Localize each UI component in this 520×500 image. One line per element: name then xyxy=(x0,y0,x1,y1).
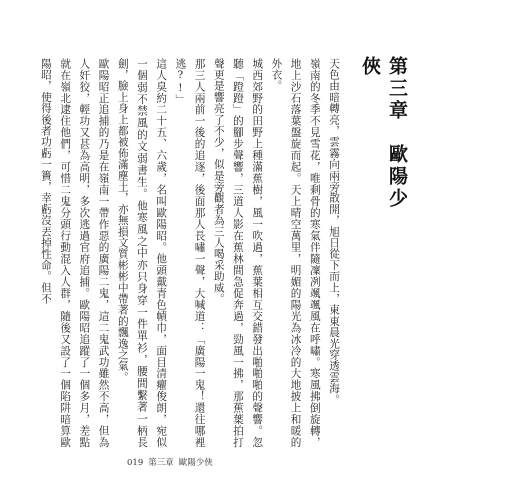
body-text: 天色由暗轉亮，雲霧向兩旁散開，旭日從下而上，東東晨光穿透雲海。 嶺南的冬季不見雪花，唯剩骨的寒氣伴隨凜冽颯颯風在呼嘯。寒風拂倒旋轉，地上沙石落葉盤旋而起。天上晴空萬里，明媚的陽光為冰冷的大地披上和暖的外衣。 城西郊野的田野上種滿蕉樹，風一吹過，蕉葉相互交錯發出啪啪啪的聲響。忽聽「蹬蹬」的腳步聲響，三道人影在蕉林間急促奔過，勁風一拂，那蕉葉拍打聲更是響亮了不少，似是旁觀者為三人喝采助威。 那三人兩前一後的追逐，後面那人長嘯一聲，大喊道：「廣陽一鬼！還往哪裡逃?!」 這人臭約二十五、六歲，名叫歐陽昭。他頭戴青色幘巾，面目清癯俊朗，宛似一個弱不禁風的文弱書生。他寒風之中亦只身穿一件單衫，腰間繫著一柄長劍，臉上身上都被佈滿塵土，亦無損文質彬彬中帶著的飄逸之氣。 歐陽昭正追捕的乃是在嶺南一帶作惡的廣陽二鬼，這二鬼武功雖然不高，但為人奸狡，輕功又甚為高明，多次逃過官府追捕。歐陽昭追蹤了一個多月，差點就在嶺北逮住他們，可惜二鬼分頭行動混入人群，隨後又設了一個陷阱暗算歐陽昭，使得後者功虧一簣，幸虧沒丟掉性命。但不 xyxy=(39,58,340,448)
page-footer xyxy=(127,456,218,468)
chapter-title: 第三章 歐陽少俠 xyxy=(359,56,408,210)
page-number: 019 xyxy=(127,458,144,468)
footer-chapter-title: 歐陽少俠 xyxy=(178,458,213,468)
footer-chapter-label: 第三章 xyxy=(148,458,174,468)
